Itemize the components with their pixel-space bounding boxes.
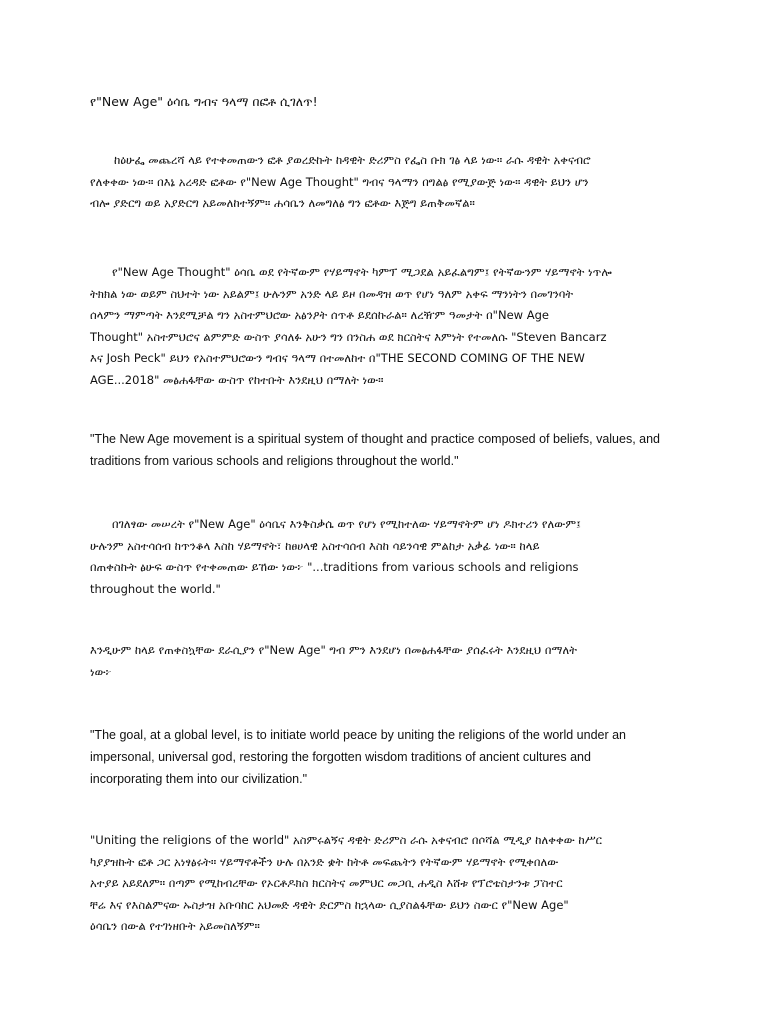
paragraph-line: ካያያዝኩት ፎቶ ጋር አነፃፅሩት። ሃይማኖቶችን ሁሉ በአንድ ቋት ከትቶ መፍጨትን የትኛውም ሃይማኖት የሚቀበለው — [90, 854, 559, 869]
paragraph-5 — [90, 830, 682, 938]
paragraph-line: ነው፦ — [90, 664, 112, 679]
paragraph-line: AGE...2018" መፅሐፋቸው ውስጥ የከተቡት እንደዚህ በማለት ነው። — [90, 372, 384, 387]
paragraph-2 — [90, 262, 682, 391]
paragraph-line: "Uniting the religions of the world" አስምሩልኝና ዳዊት ድሪምስ ራሱ አቀናብሮ በሶሻል ሚዲያ ከለቀቀው ከሥር — [90, 833, 603, 847]
paragraph-line: impersonal, universal god, restoring the forgotten wisdom traditions of ancient cultures and — [90, 750, 591, 764]
paragraph-line: ቸሬ እና የእስልምናው ኡስታዝ አቡባከር አህመድ ዳዊት ድርምስ ከኋላው ሲያስልፋቸው ይህን ስውር የ"New Age" — [90, 897, 569, 912]
paragraph-4 — [90, 640, 682, 683]
paragraph-line: "The goal, at a global level, is to initiate world peace by uniting the religions of the world under an — [90, 728, 627, 742]
paragraph-line: incorporating them into our civilization." — [90, 772, 308, 786]
paragraph-line: throughout the world." — [90, 581, 221, 596]
quote-paragraph-1 — [90, 428, 682, 472]
paragraph-line: በገለፃው መሠረት የ"New Age" ዕሳቤና እንቅስቃሴ ወጥ የሆነ የሚከተለው ሃይማኖትም ሆነ ዶክተሪን የለውም፤ — [112, 517, 581, 531]
quote-paragraph-2 — [90, 724, 682, 790]
paragraph-line: traditions from various schools and religions throughout the world." — [90, 454, 459, 468]
paragraph-line: ብሎ ያድርግ ወይ አያድርግ አይመለከተኝም። ሐሳቤን ለመግለፅ ግን ፎቶው እጅግ ይጠቅመኛል። — [90, 196, 475, 210]
paragraph-line: ዕሳቤን በውል የተገነዘቡት አይመስለኝም። — [90, 919, 260, 933]
paragraph-3 — [90, 514, 682, 600]
paragraph-line: አተያይ አይደለም። በጣም የሚከብረቸው የኦርቶዶክስ ክርስትና መምህር መጋቢ ሐዲስ እሸቱ የፕሮቴስታንቱ ፓስተር — [90, 876, 563, 890]
paragraph-line: ሰላምን ማምጣት እንደሚቻል ግን አስተምህሮው አፅንዖት ሰጥቶ ይደሰኩራል። ለረዥም ዓመታት በ"New Age — [90, 308, 549, 322]
paragraph-line: እና Josh Peck" ይህን የአስተምህሮውን ግብና ዓላማ በተመለከተ በ"THE SECOND COMING OF THE NEW — [90, 351, 585, 365]
paragraph-line: በጠቀስኩት ፅሁፍ ውስጥ የተቀመጠው ይኸው ነው፦ "...traditions from various schools and religions — [90, 560, 579, 574]
paragraph-line: እንዲሁም ከላይ የጠቀስኳቸው ደራሲያን የ"New Age" ግብ ምን እንደሆነ በመፅሐፋቸው ያሰፈሩት እንደዚህ በማለት — [90, 643, 577, 657]
document-title: የ"New Age" ዕሳቤ ግብና ዓላማ በፎቶ ሲገለጥ! — [90, 94, 318, 109]
paragraph-1 — [90, 150, 682, 215]
paragraph-line: የ"New Age Thought" ዕሳቤ ወደ የትኛውም የሃይማኖት ካምፕ ሚጋደል አይፈልግም፤ የትኛውንም ሃይማኖት ነጥሎ — [112, 265, 612, 279]
paragraph-line: Thought" አስተምህሮና ልምምድ ውስጥ ያሳለፉ አሁን ግን በንስሐ ወደ ክርስትና እምነት የተመለሱ "Steven Bancarz — [90, 329, 607, 344]
paragraph-line: ትክክል ነው ወይም ስህተት ነው አይልም፤ ሁሉንም አንድ ላይ ይዞ በመዳዝ ወጥ የሆነ ዓለም አቀፍ ማንነትን በመገንባት — [90, 286, 574, 301]
paragraph-line: የለቀቀው ነው። በእኔ አረዳድ ፎቶው የ"New Age Thought" ግብና ዓላማን በግልፅ የሚያውጅ ነው። ዳዊት ይህን ሆን — [90, 174, 589, 189]
paragraph-line: ሁሉንም አስተሳሰብ ከጥንቆላ እስከ ሃይማኖት፣ ከፀሀላዊ አስተሳሰብ እስከ ሳይንሳዊ ምልከታ አቃፊ ነው። ከላይ — [90, 538, 540, 553]
paragraph-line: ከዕሁፌ መጨረሻ ላይ የተቀመጠውን ፎቶ ያወረድኩት ከዳዊት ድሪምስ የፌስ ቡክ ገፅ ላይ ነው። ራሱ ዳዊት አቀናብሮ — [114, 153, 591, 167]
paragraph-line: "The New Age movement is a spiritual system of thought and practice composed of beliefs, values, and — [90, 432, 661, 446]
